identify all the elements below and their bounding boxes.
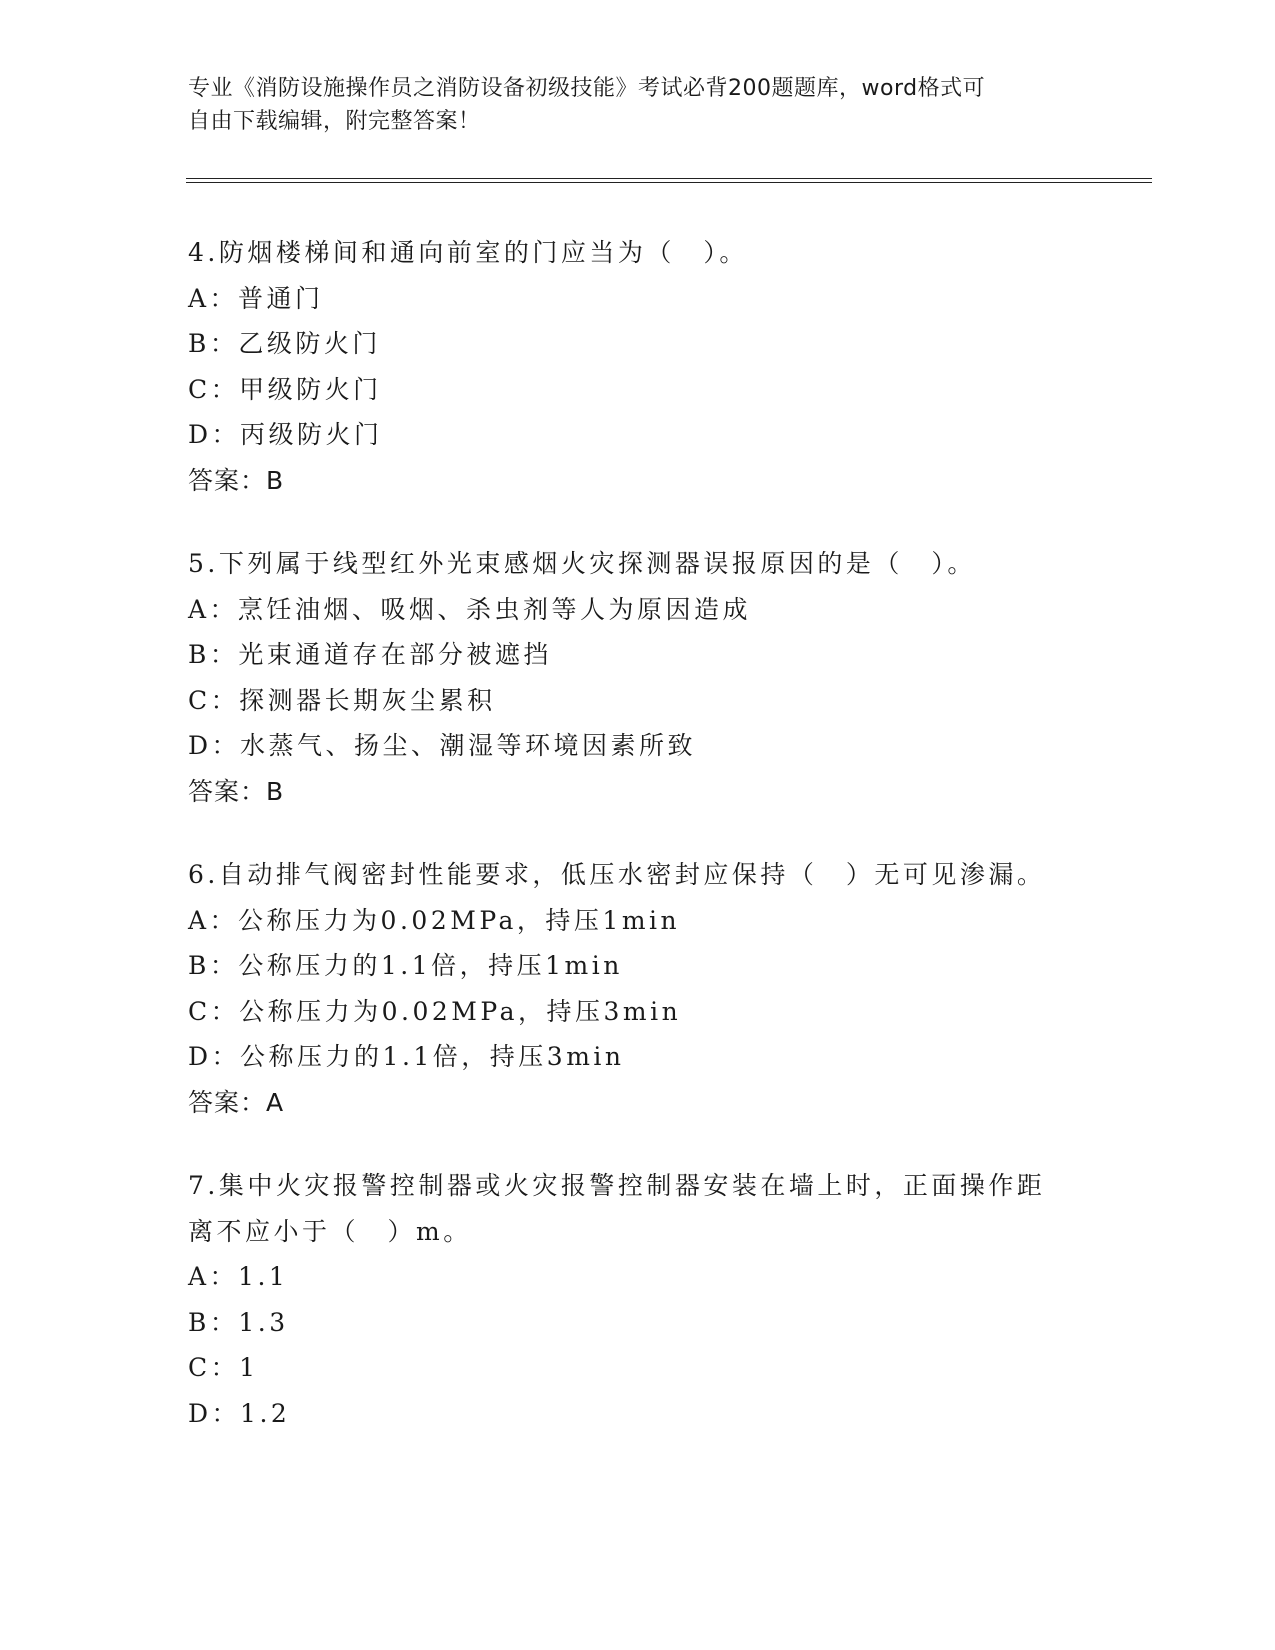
option-d: D：丙级防火门 xyxy=(188,420,383,449)
option-d: D：公称压力的1.1倍，持压3min xyxy=(188,1042,625,1071)
answer-line: 答案：B xyxy=(188,465,285,495)
option-c: C：探测器长期灰尘累积 xyxy=(188,685,496,715)
option-c: C：甲级防火门 xyxy=(188,374,382,404)
option-c: C：1 xyxy=(188,1353,259,1382)
question-list xyxy=(188,230,1088,1474)
option-b: B：乙级防火门 xyxy=(188,329,381,358)
answer-line: 答案：A xyxy=(188,1087,285,1117)
option-d: D：水蒸气、扬尘、潮湿等环境因素所致 xyxy=(188,731,697,760)
option-a: A：烹饪油烟、吸烟、杀虫剂等人为原因造成 xyxy=(188,594,752,624)
question-stem: 5.下列属于线型红外光束感烟火灾探测器误报原因的是（ ）。 xyxy=(188,549,976,578)
question-5 xyxy=(188,541,1088,814)
option-a: A：普通门 xyxy=(188,283,324,313)
option-a: A：公称压力为0.02MPa，持压1min xyxy=(188,905,681,935)
option-d: D：1.2 xyxy=(188,1398,291,1428)
header-line-2: 自由下载编辑，附完整答案！ xyxy=(188,109,481,134)
question-stem-line-2: 离不应小于（ ）m。 xyxy=(188,1216,472,1246)
header-divider-bottom xyxy=(186,182,1152,183)
question-stem: 4.防烟楼梯间和通向前室的门应当为（ ）。 xyxy=(188,238,748,267)
header-divider-top xyxy=(186,178,1152,179)
answer-line: 答案：B xyxy=(188,776,285,806)
document-header xyxy=(188,72,1088,138)
option-c: C：公称压力为0.02MPa，持压3min xyxy=(188,996,682,1026)
question-6 xyxy=(188,852,1088,1125)
question-stem-line-1: 7.集中火灾报警控制器或火灾报警控制器安装在墙上时，正面操作距 xyxy=(188,1171,1046,1200)
header-line-1: 专业《消防设施操作员之消防设备初级技能》考试必背200题题库，word格式可 xyxy=(188,76,986,101)
option-b: B：公称压力的1.1倍，持压1min xyxy=(188,951,623,980)
option-b: B：1.3 xyxy=(188,1307,289,1337)
question-stem: 6.自动排气阀密封性能要求，低压水密封应保持（ ）无可见渗漏。 xyxy=(188,860,1046,889)
option-b: B：光束通道存在部分被遮挡 xyxy=(188,640,552,669)
question-4 xyxy=(188,230,1088,503)
question-7 xyxy=(188,1163,1088,1436)
option-a: A：1.1 xyxy=(188,1262,289,1291)
